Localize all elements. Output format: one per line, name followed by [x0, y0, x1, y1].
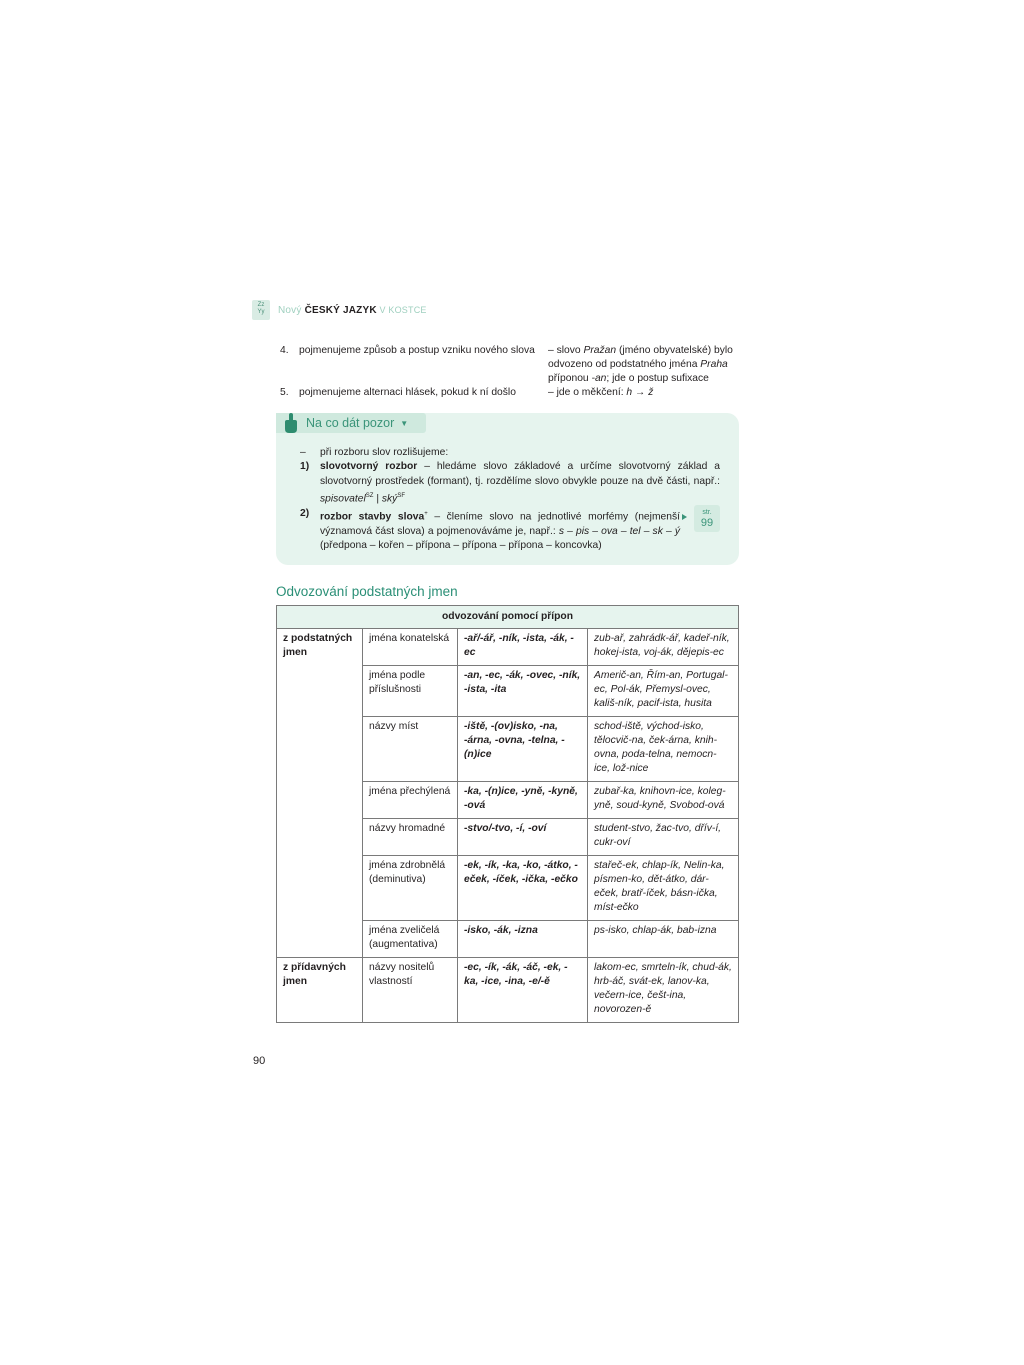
- name-type: jména zdrobnělá (deminutiva): [363, 856, 458, 921]
- term: slovotvorný rozbor: [320, 461, 418, 473]
- name-type: názvy nositelů vlastností: [363, 958, 458, 1023]
- step-5: [280, 386, 740, 400]
- superscript: SF: [397, 493, 405, 500]
- book-title: [278, 305, 427, 316]
- page-reference[interactable]: [694, 505, 720, 532]
- callout-title: Na co dát pozor: [306, 416, 395, 430]
- name-type: názvy hromadné: [363, 819, 458, 856]
- name-type: názvy míst: [363, 717, 458, 782]
- examples: zubař-ka, knihovn-ice, koleg-yně, soud-kyně, Svobod-ová: [588, 782, 739, 819]
- badge-line-1: Zz: [257, 302, 265, 308]
- examples: student-stvo, žac-tvo, dřív-í, cukr-oví: [588, 819, 739, 856]
- step-number: 5.: [280, 387, 289, 398]
- table-row: [277, 629, 739, 666]
- book-badge-icon: [252, 300, 270, 320]
- dash-mark: –: [300, 447, 306, 458]
- callout-header[interactable]: [276, 413, 426, 433]
- separator: |: [373, 493, 382, 505]
- example: s – pis – ova – tel – sk – ý: [558, 525, 680, 537]
- callout-content: [300, 446, 720, 554]
- group-label: z přídavných jmen: [277, 958, 363, 1023]
- name-type: jména konatelská: [363, 629, 458, 666]
- step-text: pojmenujeme alternaci hlásek, pokud k ní došlo: [299, 387, 516, 398]
- definition: – hledáme slovo základové a určíme slovotvorný základ a slovotvorný prostředek (formant), tj. rozdělíme slovo obvykle pouze na dvě části, např.:: [320, 461, 721, 487]
- step-explanation: – jde o měkčení: h → ž: [548, 387, 654, 398]
- examples: schod-iště, východ-isko, tělocvič-na, ček-árna, knih-ovna, poda-telna, nemocn-ice, lož-nice: [588, 717, 739, 782]
- suffixes: -an, -ec, -ák, -ovec, -ník, -ista, -ita: [458, 666, 588, 717]
- page-reference-label: str.: [702, 509, 712, 516]
- intro-text: při rozboru slov rozlišujeme:: [320, 447, 449, 458]
- suffixes: -stvo/-tvo, -í, -oví: [458, 819, 588, 856]
- table-row: [277, 958, 739, 1023]
- analysis-steps: [280, 344, 740, 400]
- name-type: jména podle příslušnosti: [363, 666, 458, 717]
- title-part-3: V KOSTCE: [376, 304, 427, 315]
- pointing-hand-icon: [282, 413, 300, 433]
- suffixes: -ec, -ík, -ák, -áč, -ek, -ka, -ice, -ina, -e/-ě: [458, 958, 588, 1023]
- superscript: SZ: [365, 493, 374, 500]
- running-header: [252, 299, 427, 321]
- arrow-right-icon: [682, 514, 687, 520]
- name-type: jména přechýlená: [363, 782, 458, 819]
- step-explanation: – slovo Pražan (jméno obyvatelské) bylo odvozeno od podstatného jména Praha příponou -an; jde o postup sufixace: [548, 345, 733, 384]
- page-reference-number: 99: [700, 517, 714, 529]
- example: ský: [381, 493, 398, 505]
- step-number: 4.: [280, 345, 289, 356]
- title-part-1: Nový: [278, 304, 305, 316]
- examples: ps-isko, chlap-ák, bab-izna: [588, 921, 739, 958]
- morpheme-legend: (předpona – kořen – přípona – přípona – přípona – koncovka): [320, 540, 602, 552]
- item-number: 2): [300, 508, 310, 520]
- term: rozbor stavby slova: [320, 511, 425, 523]
- callout-item-2: 2) rozbor stavby slova+ – členíme slovo na jednotlivé morfémy (nejmenší významová část slova) a pojmenováváme je, např.: s – pis – ova – tel – sk – ý (předpona – kořen – přípona – přípona – přípona – koncovka): [300, 508, 680, 552]
- step-text: pojmenujeme způsob a postup vzniku nového slova: [299, 345, 535, 356]
- examples: zub-ař, zahrádk-ář, kadeř-ník, hokej-ista, voj-ák, dějepis-ec: [588, 629, 739, 666]
- definition: – členíme slovo na jednotlivé morfémy (nejmenší významová část slova) a pojmenováváme je, např.:: [320, 511, 680, 537]
- badge-line-2: Yy: [257, 309, 265, 315]
- table-header-row: [277, 606, 739, 629]
- examples: Američ-an, Řím-an, Portugal-ec, Pol-ák, Přemysl-ovec, kališ-ník, pacif-ista, husita: [588, 666, 739, 717]
- title-part-2: ČESKÝ JAZYK: [304, 304, 377, 316]
- suffixes: -isko, -ák, -izna: [458, 921, 588, 958]
- suffix-table: [276, 605, 739, 1023]
- item-number: 1): [300, 461, 310, 473]
- triangle-down-icon: ▼: [400, 418, 409, 428]
- name-type: jména zveličelá (augmentativa): [363, 921, 458, 958]
- examples: lakom-ec, smrteln-ík, chud-ák, hrb-áč, svát-ek, lanov-ka, večern-ice, češt-ina, novorozen-ě: [588, 958, 739, 1023]
- suffixes: -iště, -(ov)isko, -na, -árna, -ovna, -telna, -(n)ice: [458, 717, 588, 782]
- group-label: z podstatných jmen: [277, 629, 363, 958]
- callout-intro: [300, 446, 720, 460]
- step-4: [280, 344, 740, 386]
- callout-item-1: [300, 460, 720, 507]
- suffixes: -ek, -ík, -ka, -ko, -átko, -eček, -íček, -ička, -ečko: [458, 856, 588, 921]
- examples: stařeč-ek, chlap-ík, Nelin-ka, písmen-ko, dět-átko, dár-eček, bratř-íček, básn-ička, míst-ečko: [588, 856, 739, 921]
- example: spisovatel: [320, 493, 366, 505]
- page-number: 90: [253, 1055, 266, 1067]
- suffixes: -ka, -(n)ice, -yně, -kyně, -ová: [458, 782, 588, 819]
- suffixes: -ař/-ář, -ník, -ista, -ák, -ec: [458, 629, 588, 666]
- section-title: Odvozování podstatných jmen: [276, 584, 458, 599]
- table-header: odvozování pomocí přípon: [277, 606, 739, 629]
